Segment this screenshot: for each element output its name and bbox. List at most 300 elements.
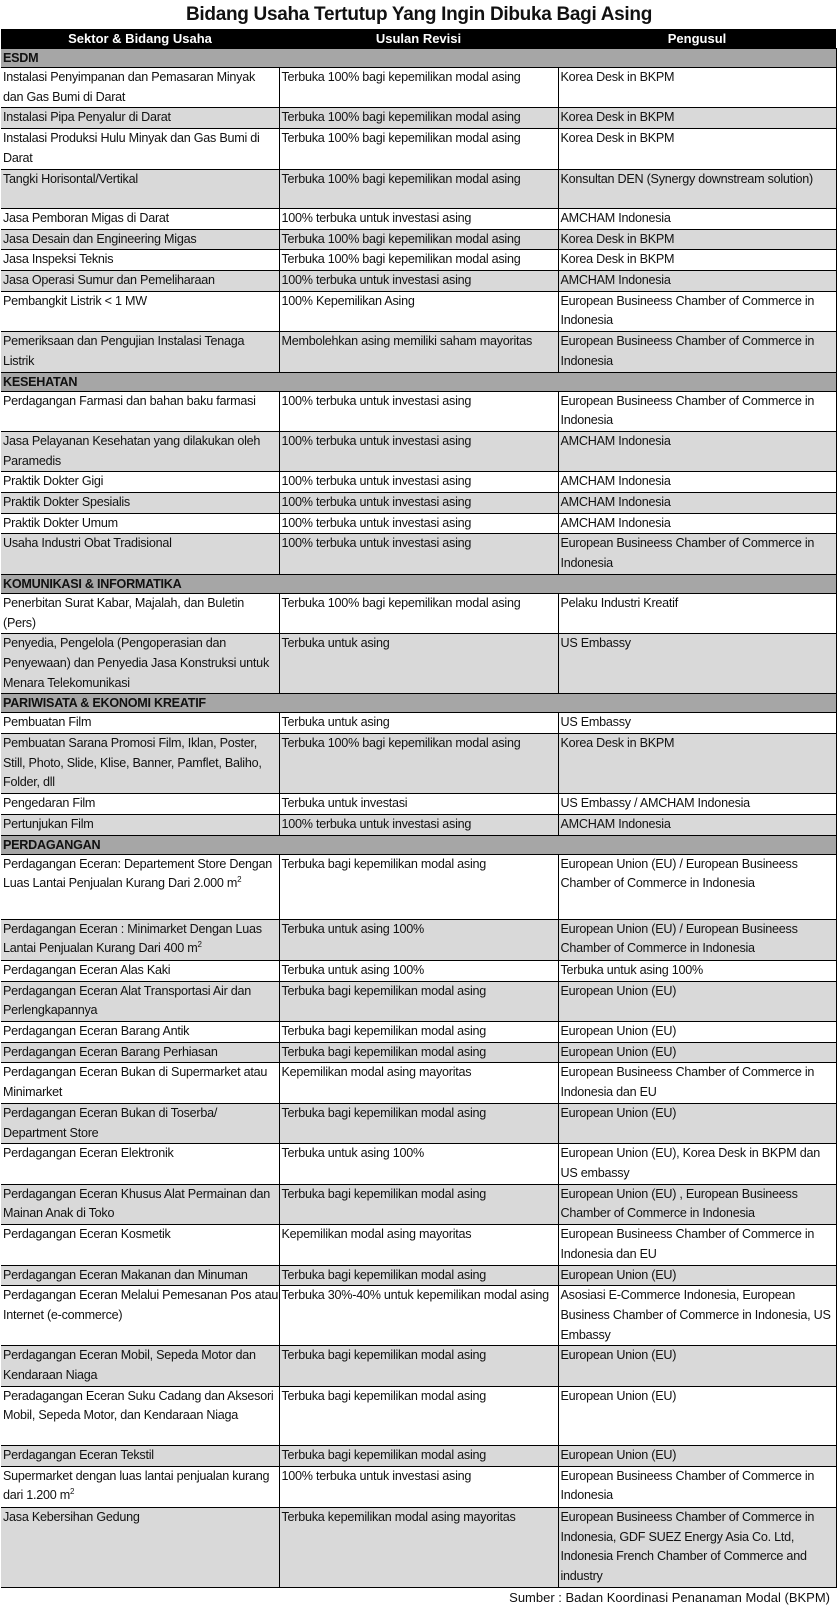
cell-pengusul bbox=[558, 513, 836, 534]
cell-bidang bbox=[1, 1022, 279, 1043]
cell-text: Perdagangan Eceran Makanan dan Minuman bbox=[3, 1267, 248, 1282]
cell-usulan bbox=[279, 1265, 558, 1286]
cell-usulan bbox=[279, 1022, 558, 1043]
cell-text: European Union (EU), Korea Desk in BKPM dan US embassy bbox=[560, 1146, 820, 1180]
cell-pengusul bbox=[558, 1386, 836, 1445]
cell-text: Jasa Kebersihan Gedung bbox=[3, 1509, 140, 1524]
cell-text: European Union (EU) bbox=[560, 1044, 677, 1059]
cell-pengusul bbox=[558, 68, 836, 108]
cell-usulan bbox=[279, 291, 558, 331]
cell-bidang bbox=[1, 68, 279, 108]
cell-text: Terbuka 30%-40% untuk kepemilikan modal asing bbox=[281, 1288, 549, 1303]
cell-text: Terbuka bagi kepemilikan modal asing bbox=[281, 1267, 487, 1282]
cell-text: Jasa Pemboran Migas di Darat bbox=[3, 210, 169, 225]
cell-text: Konsultan DEN (Synergy downstream solution) bbox=[560, 171, 813, 186]
table-row bbox=[1, 229, 836, 250]
cell-text: Terbuka 100% bagi kepemilikan modal asing bbox=[281, 171, 521, 186]
cell-text: Korea Desk in BKPM bbox=[560, 70, 675, 84]
cell-pengusul bbox=[558, 169, 836, 208]
cell-text: Praktik Dokter Umum bbox=[3, 515, 118, 530]
table-row bbox=[1, 534, 836, 574]
cell-usulan bbox=[279, 1063, 558, 1103]
table-row bbox=[1, 493, 836, 514]
table-row bbox=[1, 1445, 836, 1466]
table-row bbox=[1, 1042, 836, 1063]
cell-text: Perdagangan Eceran : Minimarket Dengan Luas Lantai Penjualan Kurang Dari 400 m bbox=[3, 921, 262, 956]
cell-text: European Busineess Chamber of Commerce in Indonesia, GDF SUEZ Energy Asia Co. Ltd, Indonesia French Chamber of Commerce and industry bbox=[560, 1509, 815, 1583]
cell-usulan bbox=[279, 634, 558, 694]
table-row bbox=[1, 472, 836, 493]
cell-text: Pembangkit Listrik < 1 MW bbox=[3, 293, 147, 308]
table-row bbox=[1, 713, 836, 734]
column-header-usulan: Usulan Revisi bbox=[279, 29, 558, 49]
section-label: KESEHATAN bbox=[1, 372, 836, 391]
cell-bidang bbox=[1, 208, 279, 229]
cell-pengusul bbox=[558, 1184, 836, 1224]
cell-text: Jasa Pelayanan Kesehatan yang dilakukan oleh Paramedis bbox=[3, 433, 261, 468]
cell-text: Peradagangan Eceran Suku Cadang dan Aksesori Mobil, Sepeda Motor, dan Kendaraan Niaga bbox=[3, 1388, 274, 1423]
table-row bbox=[1, 391, 836, 431]
cell-text: Terbuka bagi kepemilikan modal asing bbox=[281, 1388, 487, 1403]
cell-bidang bbox=[1, 431, 279, 471]
cell-pengusul bbox=[558, 472, 836, 493]
cell-text: Perdagangan Eceran Tekstil bbox=[3, 1447, 154, 1462]
cell-text: European Union (EU) bbox=[560, 1267, 677, 1282]
cell-bidang bbox=[1, 1445, 279, 1466]
cell-usulan bbox=[279, 919, 558, 960]
cell-usulan bbox=[279, 1144, 558, 1184]
cell-usulan bbox=[279, 1466, 558, 1507]
cell-text: Jasa Operasi Sumur dan Pemeliharaan bbox=[3, 273, 215, 288]
cell-text: Instalasi Produksi Hulu Minyak dan Gas Bumi di Darat bbox=[3, 131, 260, 165]
cell-text: European Busineess Chamber of Commerce in Indonesia bbox=[560, 536, 815, 571]
cell-text: AMCHAM Indonesia bbox=[560, 433, 671, 448]
section-row bbox=[1, 49, 836, 68]
table-row bbox=[1, 794, 836, 815]
cell-text: Terbuka untuk asing 100% bbox=[560, 962, 703, 977]
cell-pengusul bbox=[558, 814, 836, 835]
table-header-row bbox=[1, 29, 836, 49]
cell-pengusul bbox=[558, 208, 836, 229]
cell-usulan bbox=[279, 1225, 558, 1265]
cell-text: Praktik Dokter Gigi bbox=[3, 474, 104, 489]
cell-bidang bbox=[1, 1265, 279, 1286]
cell-text: Terbuka untuk asing 100% bbox=[281, 962, 424, 977]
cell-pengusul bbox=[558, 960, 836, 981]
cell-pengusul bbox=[558, 1466, 836, 1507]
cell-bidang bbox=[1, 129, 279, 169]
cell-usulan bbox=[279, 108, 558, 129]
cell-usulan bbox=[279, 332, 558, 372]
table-row bbox=[1, 129, 836, 169]
cell-pengusul bbox=[558, 534, 836, 574]
table-row bbox=[1, 919, 836, 960]
cell-text: 100% terbuka untuk investasi asing bbox=[281, 515, 472, 530]
cell-text: Perdagangan Eceran Melalui Pemesanan Pos atau Internet (e-commerce) bbox=[3, 1288, 279, 1322]
cell-usulan bbox=[279, 593, 558, 633]
table-row bbox=[1, 291, 836, 331]
cell-bidang bbox=[1, 1184, 279, 1224]
table-row bbox=[1, 108, 836, 129]
cell-pengusul bbox=[558, 981, 836, 1021]
table-row bbox=[1, 981, 836, 1021]
cell-bidang bbox=[1, 981, 279, 1021]
cell-text: AMCHAM Indonesia bbox=[560, 816, 671, 831]
cell-text: US Embassy bbox=[560, 636, 631, 651]
cell-text: AMCHAM Indonesia bbox=[560, 474, 671, 489]
cell-usulan bbox=[279, 1507, 558, 1587]
cell-text: Penyedia, Pengelola (Pengoperasian dan Penyewaan) dan Penyedia Jasa Konstruksi untuk Menara Telekomunikasi bbox=[3, 636, 269, 690]
cell-text: European Busineess Chamber of Commerce in Indonesia dan EU bbox=[560, 1065, 815, 1100]
cell-usulan bbox=[279, 431, 558, 471]
cell-bidang bbox=[1, 291, 279, 331]
cell-text: European Union (EU) bbox=[560, 1024, 677, 1039]
table-row bbox=[1, 271, 836, 292]
cell-text: Terbuka 100% bagi kepemilikan modal asing bbox=[281, 231, 521, 246]
cell-bidang bbox=[1, 1386, 279, 1445]
cell-pengusul bbox=[558, 493, 836, 514]
cell-text: European Union (EU) / European Busineess Chamber of Commerce in Indonesia bbox=[560, 921, 798, 956]
cell-pengusul bbox=[558, 1445, 836, 1466]
cell-text: Terbuka bagi kepemilikan modal asing bbox=[281, 1044, 487, 1059]
cell-pengusul bbox=[558, 854, 836, 919]
superscript: 2 bbox=[197, 940, 202, 950]
cell-text: Terbuka 100% bagi kepemilikan modal asing bbox=[281, 131, 521, 146]
cell-pengusul bbox=[558, 271, 836, 292]
cell-text: Pengedaran Film bbox=[3, 796, 96, 811]
cell-pengusul bbox=[558, 391, 836, 431]
cell-usulan bbox=[279, 229, 558, 250]
table-row bbox=[1, 1063, 836, 1103]
cell-text: Pembuatan Sarana Promosi Film, Iklan, Poster, Still, Photo, Slide, Klise, Banner, Pamflet, Baliho, Folder, dll bbox=[3, 736, 262, 790]
cell-bidang bbox=[1, 593, 279, 633]
cell-pengusul bbox=[558, 1022, 836, 1043]
cell-text: Perdagangan Eceran Mobil, Sepeda Motor dan Kendaraan Niaga bbox=[3, 1348, 256, 1383]
cell-text: Perdagangan Eceran Kosmetik bbox=[3, 1227, 171, 1242]
cell-text: Terbuka bagi kepemilikan modal asing bbox=[281, 1186, 487, 1201]
cell-pengusul bbox=[558, 1103, 836, 1143]
column-header-pengusul: Pengusul bbox=[558, 29, 836, 49]
cell-text: Penerbitan Surat Kabar, Majalah, dan Buletin (Pers) bbox=[3, 595, 245, 630]
cell-bidang bbox=[1, 1063, 279, 1103]
cell-pengusul bbox=[558, 734, 836, 794]
cell-text: Terbuka untuk asing bbox=[281, 636, 390, 651]
cell-pengusul bbox=[558, 919, 836, 960]
cell-pengusul bbox=[558, 634, 836, 694]
table-row bbox=[1, 1386, 836, 1445]
cell-bidang bbox=[1, 472, 279, 493]
cell-usulan bbox=[279, 1103, 558, 1143]
cell-text: Terbuka bagi kepemilikan modal asing bbox=[281, 983, 487, 998]
table-row bbox=[1, 1466, 836, 1507]
cell-text: Pembuatan Film bbox=[3, 715, 92, 730]
cell-text: Perdagangan Eceran Bukan di Supermarket atau Minimarket bbox=[3, 1065, 268, 1100]
cell-pengusul bbox=[558, 1346, 836, 1386]
cell-text: Terbuka 100% bagi kepemilikan modal asing bbox=[281, 595, 521, 610]
table-row bbox=[1, 734, 836, 794]
cell-usulan bbox=[279, 493, 558, 514]
cell-pengusul bbox=[558, 593, 836, 633]
cell-text: 100% terbuka untuk investasi asing bbox=[281, 536, 472, 551]
cell-text: Perdagangan Eceran Khusus Alat Permainan dan Mainan Anak di Toko bbox=[3, 1186, 270, 1221]
cell-usulan bbox=[279, 513, 558, 534]
cell-text: European Union (EU) , European Busineess Chamber of Commerce in Indonesia bbox=[560, 1186, 798, 1221]
cell-text: European Union (EU) bbox=[560, 1105, 677, 1120]
cell-bidang bbox=[1, 493, 279, 514]
data-table bbox=[1, 29, 837, 1588]
cell-usulan bbox=[279, 814, 558, 835]
table-row bbox=[1, 431, 836, 471]
cell-bidang bbox=[1, 108, 279, 129]
cell-text: European Busineess Chamber of Commerce in Indonesia bbox=[560, 334, 815, 368]
table-row bbox=[1, 250, 836, 271]
cell-pengusul bbox=[558, 250, 836, 271]
cell-text: Terbuka untuk asing bbox=[281, 715, 390, 730]
cell-text: 100% terbuka untuk investasi asing bbox=[281, 816, 472, 831]
cell-bidang bbox=[1, 1507, 279, 1587]
cell-text: Perdagangan Eceran Elektronik bbox=[3, 1146, 174, 1161]
cell-text: Terbuka bagi kepemilikan modal asing bbox=[281, 1447, 487, 1462]
cell-text: 100% terbuka untuk investasi asing bbox=[281, 433, 472, 448]
section-label: KOMUNIKASI & INFORMATIKA bbox=[1, 574, 836, 593]
cell-text: European Union (EU) bbox=[560, 1447, 677, 1462]
cell-pengusul bbox=[558, 1144, 836, 1184]
cell-text: 100% terbuka untuk investasi asing bbox=[281, 393, 472, 408]
table-row bbox=[1, 1184, 836, 1224]
cell-text: 100% terbuka untuk investasi asing bbox=[281, 1468, 472, 1483]
cell-text: AMCHAM Indonesia bbox=[560, 273, 671, 288]
cell-text: European Busineess Chamber of Commerce in Indonesia bbox=[560, 1468, 815, 1503]
cell-text: Terbuka bagi kepemilikan modal asing bbox=[281, 1348, 487, 1363]
cell-text: Terbuka bagi kepemilikan modal asing bbox=[281, 1105, 487, 1120]
cell-text: 100% terbuka untuk investasi asing bbox=[281, 210, 472, 225]
cell-text: 100% terbuka untuk investasi asing bbox=[281, 495, 472, 510]
superscript: 2 bbox=[237, 875, 242, 885]
cell-text: Perdagangan Eceran Alas Kaki bbox=[3, 962, 171, 977]
cell-pengusul bbox=[558, 332, 836, 372]
cell-text: Terbuka 100% bagi kepemilikan modal asing bbox=[281, 70, 521, 84]
cell-pengusul bbox=[558, 1225, 836, 1265]
cell-text: Jasa Inspeksi Teknis bbox=[3, 252, 114, 267]
cell-bidang bbox=[1, 634, 279, 694]
cell-text: Perdagangan Eceran Barang Perhiasan bbox=[3, 1044, 218, 1059]
cell-usulan bbox=[279, 534, 558, 574]
cell-text: European Union (EU) bbox=[560, 983, 677, 998]
cell-text: AMCHAM Indonesia bbox=[560, 515, 671, 530]
cell-text: Pelaku Industri Kreatif bbox=[560, 595, 678, 610]
cell-text: Korea Desk in BKPM bbox=[560, 110, 675, 125]
cell-usulan bbox=[279, 1386, 558, 1445]
cell-text: Perdagangan Farmasi dan bahan baku farmasi bbox=[3, 393, 256, 408]
table-row bbox=[1, 169, 836, 208]
cell-bidang bbox=[1, 960, 279, 981]
cell-text: Perdagangan Eceran: Departement Store Dengan Luas Lantai Penjualan Kurang Dari 2.000 m bbox=[3, 856, 273, 891]
cell-bidang bbox=[1, 919, 279, 960]
cell-usulan bbox=[279, 794, 558, 815]
cell-bidang bbox=[1, 250, 279, 271]
cell-text: Supermarket dengan luas lantai penjualan kurang dari 1.200 m bbox=[3, 1468, 270, 1503]
cell-usulan bbox=[279, 854, 558, 919]
cell-text: 100% Kepemilikan Asing bbox=[281, 293, 415, 308]
table-row bbox=[1, 208, 836, 229]
cell-usulan bbox=[279, 1184, 558, 1224]
table-row bbox=[1, 1022, 836, 1043]
cell-text: Korea Desk in BKPM bbox=[560, 252, 675, 267]
cell-bidang bbox=[1, 332, 279, 372]
table-row bbox=[1, 1144, 836, 1184]
table-row bbox=[1, 854, 836, 919]
cell-text: Instalasi Penyimpanan dan Pemasaran Minyak dan Gas Bumi di Darat bbox=[3, 70, 256, 104]
cell-bidang bbox=[1, 1286, 279, 1346]
cell-usulan bbox=[279, 68, 558, 108]
cell-text: European Busineess Chamber of Commerce in Indonesia bbox=[560, 293, 815, 328]
cell-bidang bbox=[1, 814, 279, 835]
cell-pengusul bbox=[558, 794, 836, 815]
cell-text: Terbuka kepemilikan modal asing mayoritas bbox=[281, 1509, 516, 1524]
cell-usulan bbox=[279, 129, 558, 169]
table-row bbox=[1, 960, 836, 981]
table-row bbox=[1, 814, 836, 835]
cell-text: US Embassy bbox=[560, 715, 631, 730]
cell-text: Jasa Desain dan Engineering Migas bbox=[3, 231, 197, 246]
table-row bbox=[1, 332, 836, 372]
cell-text: Terbuka untuk investasi bbox=[281, 796, 408, 811]
cell-text: Pertunjukan Film bbox=[3, 816, 94, 831]
section-label: ESDM bbox=[1, 49, 836, 68]
cell-usulan bbox=[279, 1286, 558, 1346]
cell-text: Terbuka bagi kepemilikan modal asing bbox=[281, 1024, 487, 1039]
cell-bidang bbox=[1, 713, 279, 734]
cell-text: 100% terbuka untuk investasi asing bbox=[281, 273, 472, 288]
cell-bidang bbox=[1, 1466, 279, 1507]
cell-bidang bbox=[1, 391, 279, 431]
cell-bidang bbox=[1, 1144, 279, 1184]
table-row bbox=[1, 634, 836, 694]
source-note: Sumber : Badan Koordinasi Penanaman Modal (BKPM) bbox=[509, 1590, 830, 1605]
cell-pengusul bbox=[558, 1042, 836, 1063]
cell-usulan bbox=[279, 391, 558, 431]
section-label: PARIWISATA & EKONOMI KREATIF bbox=[1, 694, 836, 713]
cell-usulan bbox=[279, 169, 558, 208]
cell-bidang bbox=[1, 854, 279, 919]
cell-pengusul bbox=[558, 1286, 836, 1346]
cell-text: Kepemilikan modal asing mayoritas bbox=[281, 1065, 472, 1080]
section-row bbox=[1, 372, 836, 391]
table-row bbox=[1, 593, 836, 633]
cell-text: Terbuka 100% bagi kepemilikan modal asing bbox=[281, 736, 521, 751]
cell-usulan bbox=[279, 1445, 558, 1466]
cell-bidang bbox=[1, 794, 279, 815]
cell-text: Perdagangan Eceran Barang Antik bbox=[3, 1024, 190, 1039]
table-row bbox=[1, 1265, 836, 1286]
cell-pengusul bbox=[558, 291, 836, 331]
section-label: PERDAGANGAN bbox=[1, 835, 836, 854]
cell-text: Korea Desk in BKPM bbox=[560, 131, 675, 146]
cell-text: Perdagangan Eceran Alat Transportasi Air dan Perlengkapannya bbox=[3, 983, 252, 1018]
page-title: Bidang Usaha Tertutup Yang Ingin Dibuka Bagi Asing bbox=[185, 4, 653, 25]
cell-text: US Embassy / AMCHAM Indonesia bbox=[560, 796, 750, 811]
section-row bbox=[1, 694, 836, 713]
cell-text: 100% terbuka untuk investasi asing bbox=[281, 474, 472, 489]
cell-text: Kepemilikan modal asing mayoritas bbox=[281, 1227, 472, 1242]
cell-bidang bbox=[1, 169, 279, 208]
table-row bbox=[1, 1507, 836, 1587]
cell-bidang bbox=[1, 513, 279, 534]
cell-usulan bbox=[279, 981, 558, 1021]
cell-bidang bbox=[1, 1346, 279, 1386]
cell-pengusul bbox=[558, 713, 836, 734]
table-row bbox=[1, 513, 836, 534]
table-row bbox=[1, 1103, 836, 1143]
cell-text: Korea Desk in BKPM bbox=[560, 736, 675, 751]
cell-text: AMCHAM Indonesia bbox=[560, 495, 671, 510]
cell-text: Terbuka untuk asing 100% bbox=[281, 921, 424, 936]
cell-text: European Union (EU) bbox=[560, 1388, 677, 1403]
cell-pengusul bbox=[558, 129, 836, 169]
cell-pengusul bbox=[558, 1507, 836, 1587]
table-row bbox=[1, 1346, 836, 1386]
cell-text: Pemeriksaan dan Pengujian Instalasi Tenaga Listrik bbox=[3, 334, 245, 368]
cell-usulan bbox=[279, 208, 558, 229]
cell-bidang bbox=[1, 1103, 279, 1143]
cell-text: Asosiasi E-Commerce Indonesia, European Business Chamber of Commerce in Indonesia, US Embassy bbox=[560, 1288, 831, 1342]
cell-text: Membolehkan asing memiliki saham mayoritas bbox=[281, 334, 533, 349]
cell-text: Terbuka 100% bagi kepemilikan modal asing bbox=[281, 110, 521, 125]
cell-pengusul bbox=[558, 1063, 836, 1103]
cell-usulan bbox=[279, 960, 558, 981]
section-row bbox=[1, 574, 836, 593]
cell-text: Instalasi Pipa Penyalur di Darat bbox=[3, 110, 171, 125]
cell-text: AMCHAM Indonesia bbox=[560, 210, 671, 225]
cell-usulan bbox=[279, 472, 558, 493]
cell-usulan bbox=[279, 1346, 558, 1386]
cell-bidang bbox=[1, 229, 279, 250]
cell-pengusul bbox=[558, 1265, 836, 1286]
section-row bbox=[1, 835, 836, 854]
cell-text: Terbuka bagi kepemilikan modal asing bbox=[281, 856, 487, 871]
cell-pengusul bbox=[558, 431, 836, 471]
cell-text: European Busineess Chamber of Commerce in Indonesia dan EU bbox=[560, 1227, 815, 1261]
cell-text: Praktik Dokter Spesialis bbox=[3, 495, 130, 510]
cell-usulan bbox=[279, 734, 558, 794]
cell-text: Usaha Industri Obat Tradisional bbox=[3, 536, 172, 551]
cell-usulan bbox=[279, 271, 558, 292]
cell-bidang bbox=[1, 271, 279, 292]
column-header-bidang: Sektor & Bidang Usaha bbox=[1, 29, 279, 49]
table-body bbox=[1, 49, 836, 1588]
cell-bidang bbox=[1, 1225, 279, 1265]
cell-pengusul bbox=[558, 108, 836, 129]
cell-text: European Union (EU) / European Busineess Chamber of Commerce in Indonesia bbox=[560, 856, 798, 891]
table-row bbox=[1, 68, 836, 108]
cell-text: Korea Desk in BKPM bbox=[560, 231, 675, 246]
cell-bidang bbox=[1, 1042, 279, 1063]
cell-usulan bbox=[279, 1042, 558, 1063]
cell-text: Tangki Horisontal/Vertikal bbox=[3, 171, 138, 186]
superscript: 2 bbox=[70, 1487, 75, 1497]
cell-bidang bbox=[1, 534, 279, 574]
cell-usulan bbox=[279, 713, 558, 734]
cell-pengusul bbox=[558, 229, 836, 250]
table-row bbox=[1, 1286, 836, 1346]
cell-text: European Union (EU) bbox=[560, 1348, 677, 1363]
cell-bidang bbox=[1, 734, 279, 794]
cell-usulan bbox=[279, 250, 558, 271]
table-row bbox=[1, 1225, 836, 1265]
cell-text: Terbuka untuk asing 100% bbox=[281, 1146, 424, 1161]
cell-text: Terbuka 100% bagi kepemilikan modal asing bbox=[281, 252, 521, 267]
cell-text: European Busineess Chamber of Commerce in Indonesia bbox=[560, 393, 815, 428]
